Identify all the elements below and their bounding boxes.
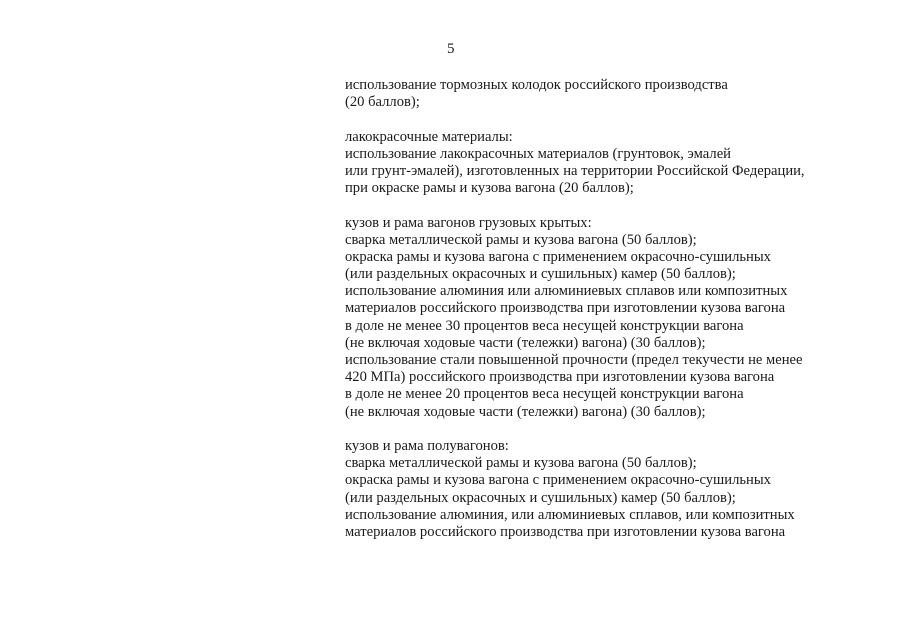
text-line: сварка металлической рамы и кузова вагона (50 баллов); [345, 231, 697, 248]
text-line: при окраске рамы и кузова вагона (20 баллов); [345, 180, 634, 197]
text-line: (или раздельных окрасочных и сушильных) камер (50 баллов); [345, 489, 736, 506]
text-line: (20 баллов); [345, 94, 420, 111]
paragraph-brake-pads [345, 77, 900, 111]
text-line: (не включая ходовые части (тележки) вагона) (30 баллов); [345, 403, 706, 420]
text-line: в доле не менее 30 процентов веса несущей конструкции вагона [345, 317, 744, 334]
text-line: (или раздельных окрасочных и сушильных) камер (50 баллов); [345, 266, 736, 283]
paragraph-gondola-wagons [345, 438, 900, 541]
text-line: использование стали повышенной прочности (предел текучести не менее [345, 352, 803, 368]
section-heading: лакокрасочные материалы: [345, 128, 513, 145]
text-line: 420 МПа) российского производства при изготовлении кузова вагона [345, 369, 775, 386]
text-line: сварка металлической рамы и кузова вагона (50 баллов); [345, 455, 697, 472]
text-line: (не включая ходовые части (тележки) вагона) (30 баллов); [345, 334, 706, 351]
text-line: окраска рамы и кузова вагона с применением окрасочно-сушильных [345, 472, 771, 489]
text-line: использование алюминия или алюминиевых сплавов или композитных [345, 283, 788, 300]
paragraph-paint-materials [345, 129, 900, 198]
section-heading: кузов и рама вагонов грузовых крытых: [345, 214, 592, 231]
paragraph-covered-wagons [345, 215, 900, 421]
text-line: окраска рамы и кузова вагона с применением окрасочно-сушильных [345, 248, 771, 265]
text-line: использование лакокрасочных материалов (грунтовок, эмалей [345, 145, 731, 162]
paragraph-spacer [345, 197, 900, 214]
text-line: или грунт-эмалей), изготовленных на территории Российской Федерации, [345, 162, 805, 179]
text-line: использование тормозных колодок российского производства [345, 77, 728, 93]
text-line: использование алюминия, или алюминиевых сплавов, или композитных [345, 506, 795, 523]
text-line: материалов российского производства при изготовлении кузова вагона [345, 300, 786, 317]
document-body [345, 77, 900, 541]
paragraph-spacer [345, 111, 900, 128]
section-heading: кузов и рама полувагонов: [345, 437, 509, 454]
text-line: в доле не менее 20 процентов веса несущей конструкции вагона [345, 386, 744, 403]
text-line: материалов российского производства при изготовлении кузова вагона [345, 523, 786, 540]
page-number: 5 [447, 41, 455, 57]
paragraph-spacer [345, 421, 900, 438]
